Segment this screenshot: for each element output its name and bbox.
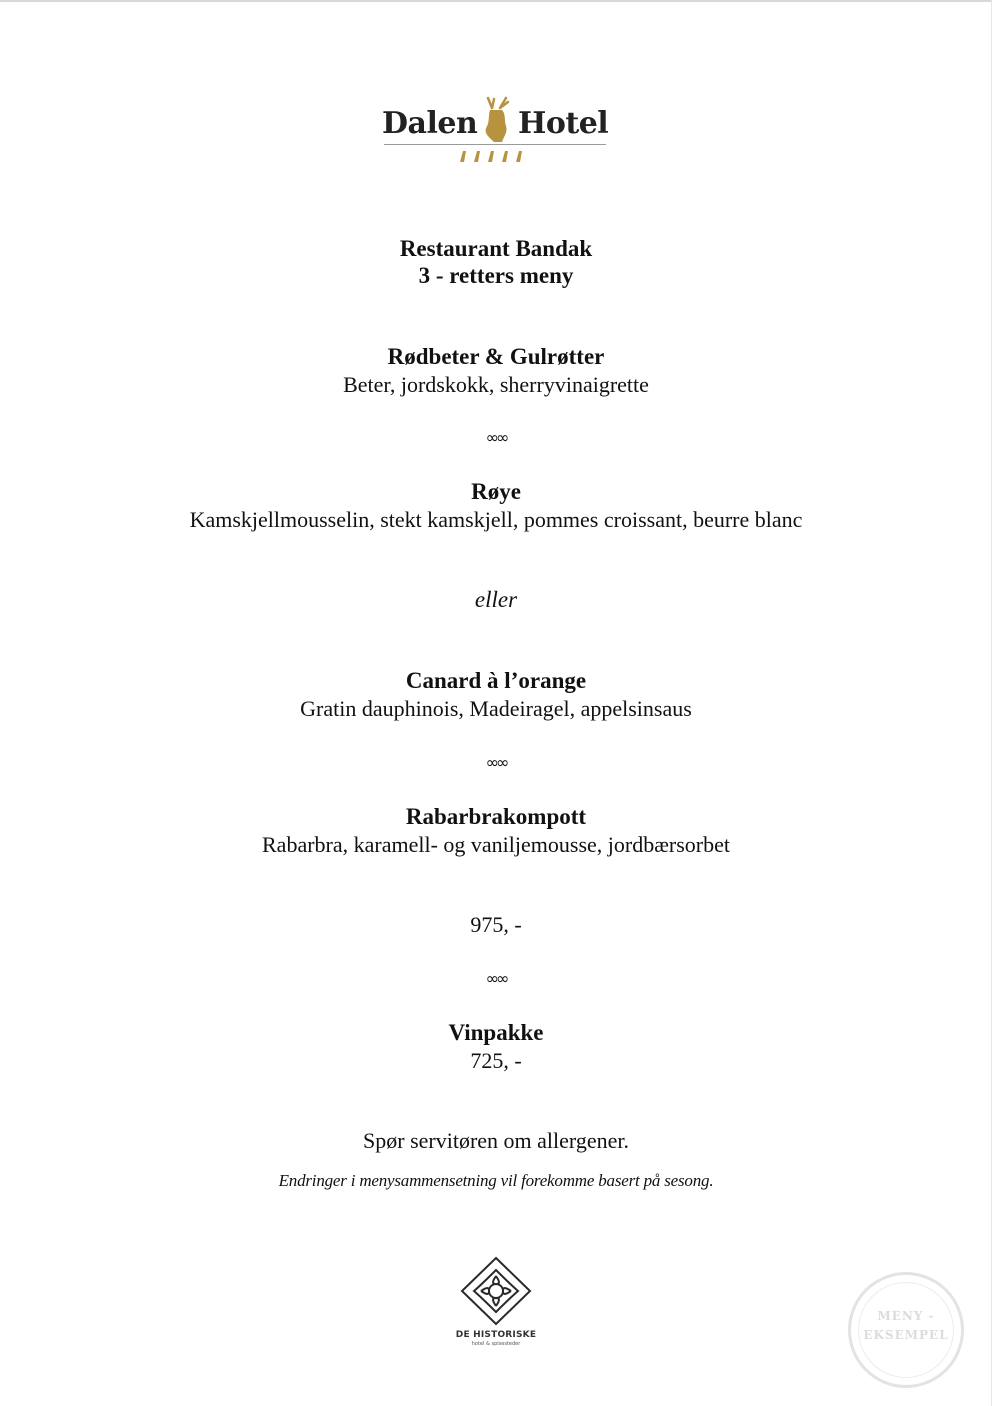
stamp-line-1: MENY - [877, 1309, 935, 1323]
course-1-name: Rødbeter & Gulrøtter [387, 344, 605, 369]
wine-package-price: 725, - [470, 1048, 522, 1073]
separator-1: ∞∞ [485, 428, 507, 447]
restaurant-name: Restaurant Bandak [399, 236, 593, 261]
seasonal-note: Endringer i menysammensetning vil forekomme basert på sesong. [278, 1171, 714, 1190]
deer-icon [478, 96, 518, 146]
stamp-line-2: EKSEMPEL [863, 1328, 949, 1342]
separator-3: ∞∞ [485, 969, 507, 988]
allergen-note: Spør servitøren om allergener. [363, 1128, 629, 1153]
course-2b-name: Canard à l’orange [405, 668, 587, 693]
or-label: eller [474, 587, 518, 612]
menu-price: 975, - [470, 912, 522, 937]
course-2b-description: Gratin dauphinois, Madeiragel, appelsinsaus [300, 696, 692, 721]
footer-brand: DE HISTORISKE [455, 1330, 537, 1340]
top-border [0, 0, 992, 2]
menu-example-stamp [848, 1272, 964, 1388]
logo-underline [384, 144, 606, 145]
menu-type: 3 - retters meny [418, 263, 574, 288]
separator-2: ∞∞ [485, 753, 507, 772]
dalen-hotel-logo [382, 96, 608, 168]
course-3-name: Rabarbrakompott [405, 804, 587, 829]
stars-icon [456, 148, 536, 164]
course-1-description: Beter, jordskokk, sherryvinaigrette [343, 372, 649, 397]
wine-package-label: Vinpakke [448, 1020, 544, 1045]
logo-word-left: Dalen [382, 106, 478, 141]
course-2-description: Kamskjellmousselin, stekt kamskjell, pommes croissant, beurre blanc [189, 507, 803, 532]
de-historiske-emblem-icon [460, 1256, 532, 1326]
footer-subtitle: hotel & spisesteder [471, 1341, 521, 1347]
logo-word-right: Hotel [518, 106, 609, 141]
course-2-name: Røye [471, 479, 521, 504]
course-3-description: Rabarbra, karamell- og vaniljemousse, jordbærsorbet [262, 832, 730, 857]
